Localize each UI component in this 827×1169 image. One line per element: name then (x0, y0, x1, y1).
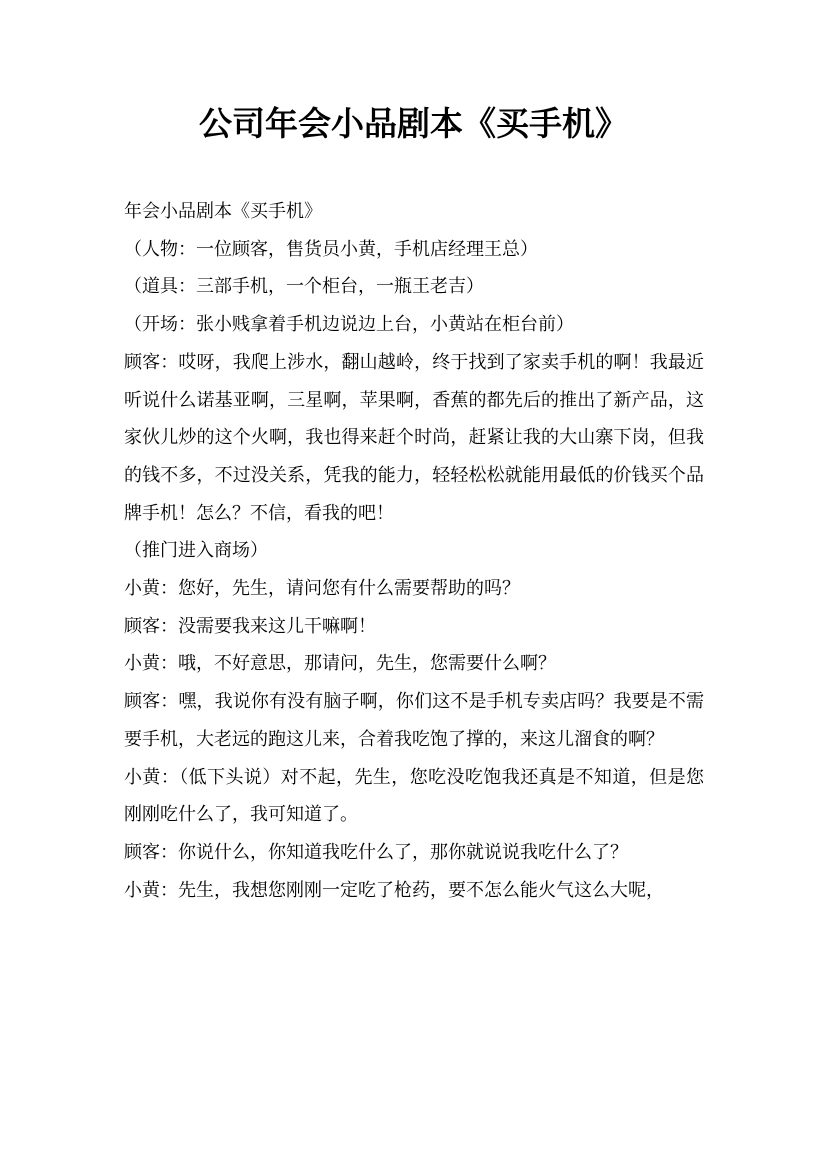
stage-note-opening: （开场：张小贱拿着手机边说边上台，小黄站在柜台前） (124, 314, 574, 336)
stage-note-props: （道具：三部手机，一个柜台，一瓶王老吉） (124, 276, 484, 298)
dialogue-line: 小黄：您好，先生，请问您有什么需要帮助的吗？ (124, 578, 520, 600)
dialogue-line: 小黄：先生，我想您刚刚一定吃了枪药，要不怎么能火气这么大呢， (124, 879, 664, 901)
dialogue-line: 小黄：哦，不好意思，那请问，先生，您需要什么啊？ (124, 653, 556, 675)
stage-note-enter: （推门进入商场） (124, 540, 268, 562)
dialogue-line: 小黄：（低下头说）对不起，先生，您吃没吃饱我还真是不知道，但是您刚刚吃什么了，我可知道了。 (124, 766, 704, 826)
document-title: 公司年会小品剧本《买手机》 (199, 104, 628, 143)
dialogue-line: 顾客：没需要我来这儿干嘛啊！ (124, 615, 376, 637)
dialogue-line: 顾客：你说什么，你知道我吃什么了，那你就说说我吃什么了？ (124, 841, 628, 863)
dialogue-line: 顾客：哎呀，我爬上涉水，翻山越岭，终于找到了家卖手机的啊！我最近听说什么诺基亚啊，三星啊，苹果啊，香蕉的都先后的推出了新产品，这家伙儿炒的这个火啊，我也得来赶个时尚，赶紧让我的大山寨下岗，但我的钱不多，不过没关系，凭我的能力，轻轻松松就能用最低的价钱买个品牌手机！怎么？不信，看我的吧！ (124, 351, 704, 524)
dialogue-line: 顾客：嘿，我说你有没有脑子啊，你们这不是手机专卖店吗？我要是不需要手机，大老远的跑这儿来，合着我吃饱了撑的，来这儿溜食的啊？ (124, 691, 704, 750)
document-body (124, 193, 704, 909)
stage-note-characters: （人物：一位顾客，售货员小黄，手机店经理王总） (124, 238, 538, 260)
script-heading: 年会小品剧本《买手机》 (124, 201, 322, 222)
